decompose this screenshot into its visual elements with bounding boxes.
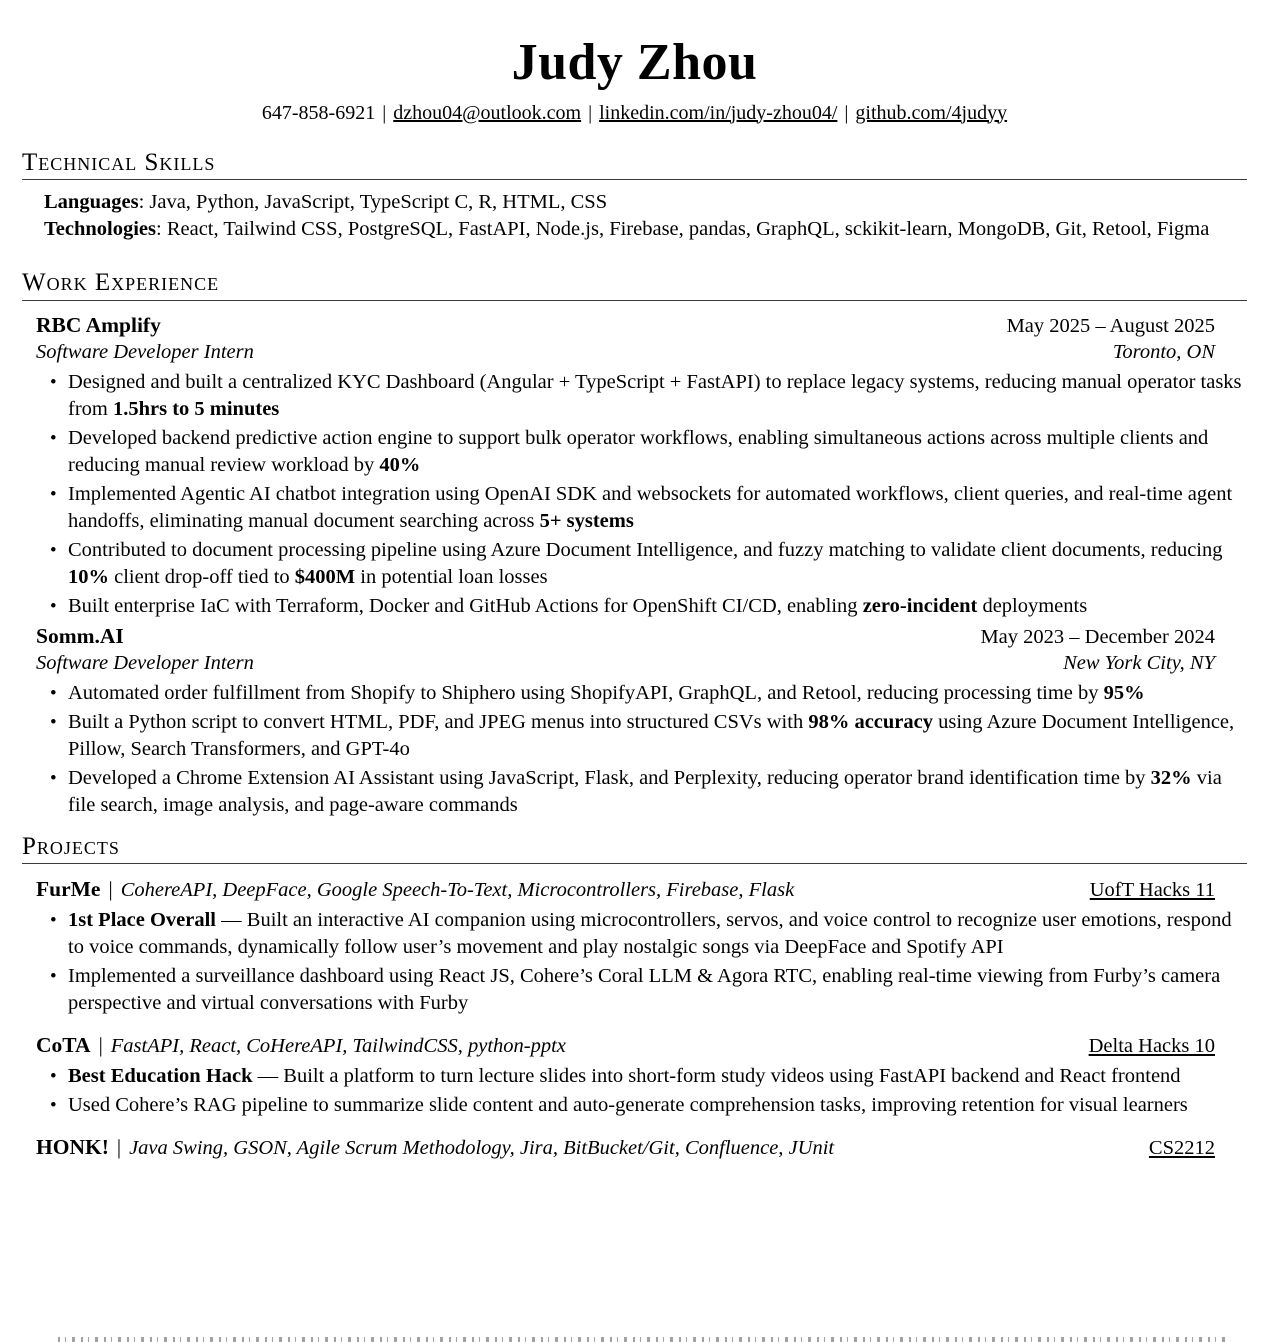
skills-block: [44, 189, 1215, 243]
project-separator: |: [116, 1135, 122, 1160]
project-bullet-list: [22, 907, 1247, 1017]
job-role: Software Developer Intern: [36, 651, 254, 674]
job-role: Software Developer Intern: [36, 340, 254, 363]
job-header-row: [36, 313, 1215, 338]
job-bullet-list: [22, 369, 1247, 620]
project-title-group: [36, 877, 794, 902]
list-item: • Contributed to document processing pipeline using Azure Document Intelligence, and fuzzy matching to validate client documents, reducing 10% client drop-off tied to $400M in potential loan losses: [50, 537, 1247, 591]
list-item: • Best Education Hack — Built a platform to turn lecture slides into short-form study videos using FastAPI backend and React frontend: [50, 1063, 1247, 1090]
skills-languages-line: [44, 189, 1215, 216]
list-item: • Developed a Chrome Extension AI Assistant using JavaScript, Flask, and Perplexity, reducing operator brand identification time by 32% via file search, image analysis, and page-aware commands: [50, 765, 1247, 819]
list-item: • Built enterprise IaC with Terraform, Docker and GitHub Actions for OpenShift CI/CD, enabling zero-incident deployments: [50, 593, 1247, 620]
job-entry-somm-ai: [36, 624, 1215, 675]
project-separator: |: [98, 1033, 103, 1058]
list-item: • Built a Python script to convert HTML, PDF, and JPEG menus into structured CSVs with 98% accuracy using Azure Document Intelligence, Pillow, Search Transformers, and GPT-4o: [50, 709, 1247, 763]
project-entry-furme: [36, 877, 1215, 902]
section-title-technical-skills: Technical Skills: [22, 148, 216, 176]
job-dates: May 2025 – August 2025: [1006, 314, 1215, 337]
person-name: Judy Zhou: [511, 34, 758, 91]
project-name: HONK!: [36, 1135, 109, 1160]
email-link[interactable]: dzhou04@outlook.com: [393, 101, 582, 124]
project-entry-cota: [36, 1033, 1215, 1058]
section-projects: [22, 833, 1247, 1161]
project-tech-list: FastAPI, React, CoHereAPI, TailwindCSS, python-pptx: [110, 1035, 566, 1058]
list-item: • Designed and built a centralized KYC Dashboard (Angular + TypeScript + FastAPI) to replace legacy systems, reducing manual operator tasks from 1.5hrs to 5 minutes: [50, 369, 1247, 423]
section-title-work-experience: Work Experience: [22, 269, 220, 297]
job-location: New York City, NY: [1063, 651, 1215, 674]
section-divider: [22, 179, 1247, 180]
project-context-link[interactable]: Delta Hacks 10: [1088, 1035, 1215, 1058]
project-tech-list: CohereAPI, DeepFace, Google Speech-To-Text, Microcontrollers, Firebase, Flask: [120, 879, 795, 902]
project-header-row: [36, 1033, 1215, 1058]
contact-separator-3: |: [844, 101, 849, 124]
technologies-list: : React, Tailwind CSS, PostgreSQL, FastAPI, Node.js, Firebase, pandas, GraphQL, sckikit-learn, MongoDB, Git, Retool, Figma: [156, 218, 1210, 241]
company-name: RBC Amplify: [36, 312, 161, 337]
project-header-row: [36, 1135, 1215, 1160]
list-item: • Used Cohere’s RAG pipeline to summarize slide content and auto-generate comprehension tasks, improving retention for visual learners: [50, 1092, 1247, 1119]
list-item: • 1st Place Overall — Built an interactive AI companion using microcontrollers, servos, and voice control to recognize user emotions, respond to voice commands, dynamically follow user’s movement and play nostalgic songs via DeepFace and Spotify API: [50, 907, 1247, 961]
languages-list: : Java, Python, JavaScript, TypeScript C, R, HTML, CSS: [138, 191, 608, 214]
job-header-row: [36, 624, 1215, 649]
contact-separator-2: |: [588, 101, 593, 124]
project-separator: |: [108, 877, 113, 902]
section-technical-skills: [22, 149, 1247, 244]
phone-number: 647-858-6921: [261, 101, 376, 124]
section-divider: [22, 300, 1247, 301]
project-bullet-list: [22, 1063, 1247, 1119]
list-item: • Automated order fulfillment from Shopify to Shiphero using ShopifyAPI, GraphQL, and Retool, reducing processing time by 95%: [50, 680, 1247, 707]
job-subheader-row: [36, 652, 1215, 675]
project-name: FurMe: [36, 877, 101, 902]
section-work-experience: [22, 269, 1247, 819]
project-context-link[interactable]: UofT Hacks 11: [1089, 879, 1215, 902]
languages-label: Languages: [44, 191, 139, 214]
github-link[interactable]: github.com/4judyy: [855, 101, 1008, 124]
technologies-label: Technologies: [44, 218, 157, 241]
section-title-projects: Projects: [22, 832, 120, 860]
project-name: CoTA: [36, 1033, 91, 1058]
job-bullet-list: [22, 680, 1247, 819]
project-title-group: [36, 1135, 834, 1160]
list-item: • Developed backend predictive action engine to support bulk operator workflows, enabling simultaneous actions across multiple clients and reducing manual review workload by 40%: [50, 425, 1247, 479]
job-entry-rbc-amplify: [36, 313, 1215, 364]
project-header-row: [36, 877, 1215, 902]
linkedin-link[interactable]: linkedin.com/in/judy-zhou04/: [599, 101, 838, 124]
list-item: • Implemented Agentic AI chatbot integration using OpenAI SDK and websockets for automated workflows, client queries, and real-time agent handoffs, eliminating manual document searching across 5+ systems: [50, 481, 1247, 535]
skills-technologies-line: [44, 216, 1215, 243]
contact-line: [22, 102, 1247, 125]
company-name: Somm.AI: [36, 623, 124, 648]
project-title-group: [36, 1033, 566, 1058]
project-tech-list: Java Swing, GSON, Agile Scrum Methodology, Jira, BitBucket/Git, Confluence, JUnit: [129, 1137, 835, 1160]
project-entry-honk: [36, 1135, 1215, 1160]
clipped-text-line: [58, 1337, 1230, 1342]
project-context-link[interactable]: CS2212: [1148, 1137, 1215, 1160]
job-dates: May 2023 – December 2024: [980, 625, 1215, 648]
list-item: • Implemented a surveillance dashboard using React JS, Cohere’s Coral LLM & Agora RTC, enabling real-time viewing from Furby’s camera perspective and virtual conversations with Furby: [50, 963, 1247, 1017]
job-location: Toronto, ON: [1112, 340, 1215, 363]
section-divider: [22, 863, 1247, 864]
job-subheader-row: [36, 341, 1215, 364]
contact-separator-1: |: [382, 101, 387, 124]
